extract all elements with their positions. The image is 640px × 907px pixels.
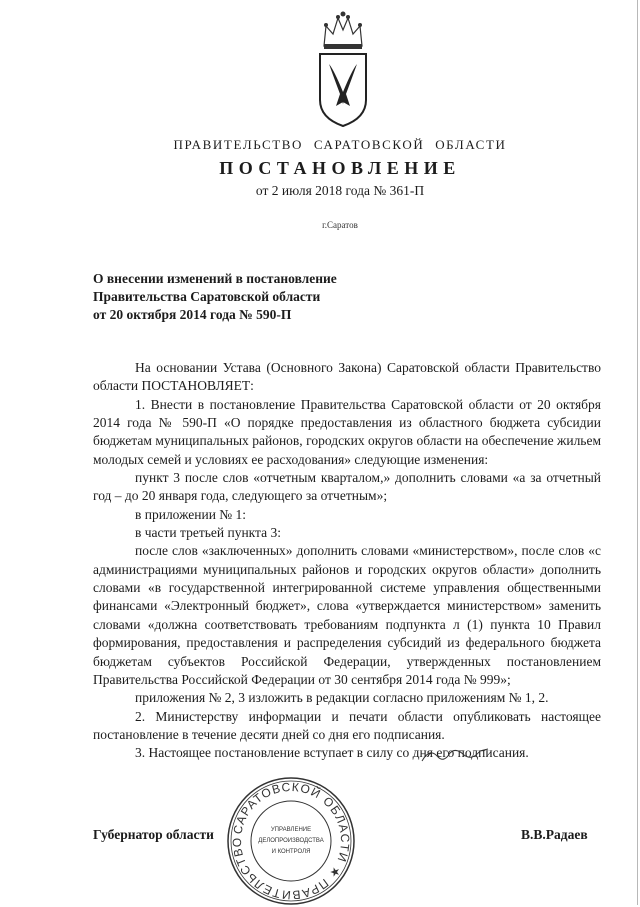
city-name: г.Саратов [322, 220, 358, 230]
body-paragraph: пункт 3 после слов «отчетным кварталом,» дополнить словами «а за отчетный год – до 20 января года, следующего за отчетным»; [93, 470, 601, 504]
official-stamp [225, 775, 357, 907]
handwritten-mark [420, 745, 490, 765]
subject-line: от 20 октября 2014 года № 590-П [93, 307, 292, 322]
stamp-center-line: ДЕЛОПРОИЗВОДСТВА [258, 838, 324, 844]
body-paragraph: 3. Настоящее постановление вступает в силу со дня его подписания. [135, 745, 529, 761]
body-paragraph: после слов «заключенных» дополнить словами «министерством», после слов «с администрациями муниципальных районов и городских округов области» дополнить словами «в государственной интегрированной системе управления общественными финансами «Электронный бюджет», слова «утверждается министерством» заменить словами «должна соответствовать требованиям подпункта л (1) пункта 10 Правил формирования, предоставления и распределения субсидий из федерального бюджета бюджетам субъектов Российской Федерации, утвержденных постановлением Правительства Российской Федерации от 30 сентября 2014 года № 999»; [93, 543, 601, 687]
signatory-name: В.В.Радаев [521, 827, 588, 842]
document-type: ПОСТАНОВЛЕНИЕ [219, 158, 461, 178]
document-body [93, 359, 601, 763]
stamp-center-line: УПРАВЛЕНИЕ [270, 827, 312, 833]
subject-line: О внесении изменений в постановление [93, 271, 337, 286]
page-edge [637, 0, 638, 905]
date-number: от 2 июля 2018 года № 361-П [255, 183, 425, 198]
body-paragraph: 1. Внести в постановление Правительства Саратовской области от 20 октября 2014 года № 590-П «О порядке предоставления из областного бюджета субсидии бюджетам муниципальных районов, городских округов области на обеспечение жильем молодых семей и условиях ее расходования» следующие изменения: [93, 396, 601, 467]
body-paragraph: в части третьей пункта 3: [135, 525, 281, 541]
body-paragraph: На основании Устава (Основного Закона) Саратовской области Правительство области ПОСТАНОВЛЯЕТ: [93, 360, 601, 394]
body-paragraph: в приложении № 1: [135, 506, 247, 522]
signatory-position: Губернатор области [93, 827, 214, 842]
stamp-ring-text: САРАТОВСКОЙ ОБЛАСТИ ★ ПРАВИТЕЛЬСТВО [229, 779, 353, 903]
document-subject [93, 270, 337, 324]
body-paragraph: приложения № 2, 3 изложить в редакции согласно приложениям № 1, 2. [135, 690, 549, 706]
government-name: ПРАВИТЕЛЬСТВО САРАТОВСКОЙ ОБЛАСТИ [173, 137, 507, 152]
stamp-center-line: И КОНТРОЛЯ [271, 849, 311, 855]
subject-line: Правительства Саратовской области [93, 289, 321, 304]
saratov-coat-of-arms-icon [316, 8, 370, 128]
body-paragraph: 2. Министерству информации и печати области опубликовать настоящее постановление в течение десяти дней со дня его подписания. [93, 708, 601, 742]
